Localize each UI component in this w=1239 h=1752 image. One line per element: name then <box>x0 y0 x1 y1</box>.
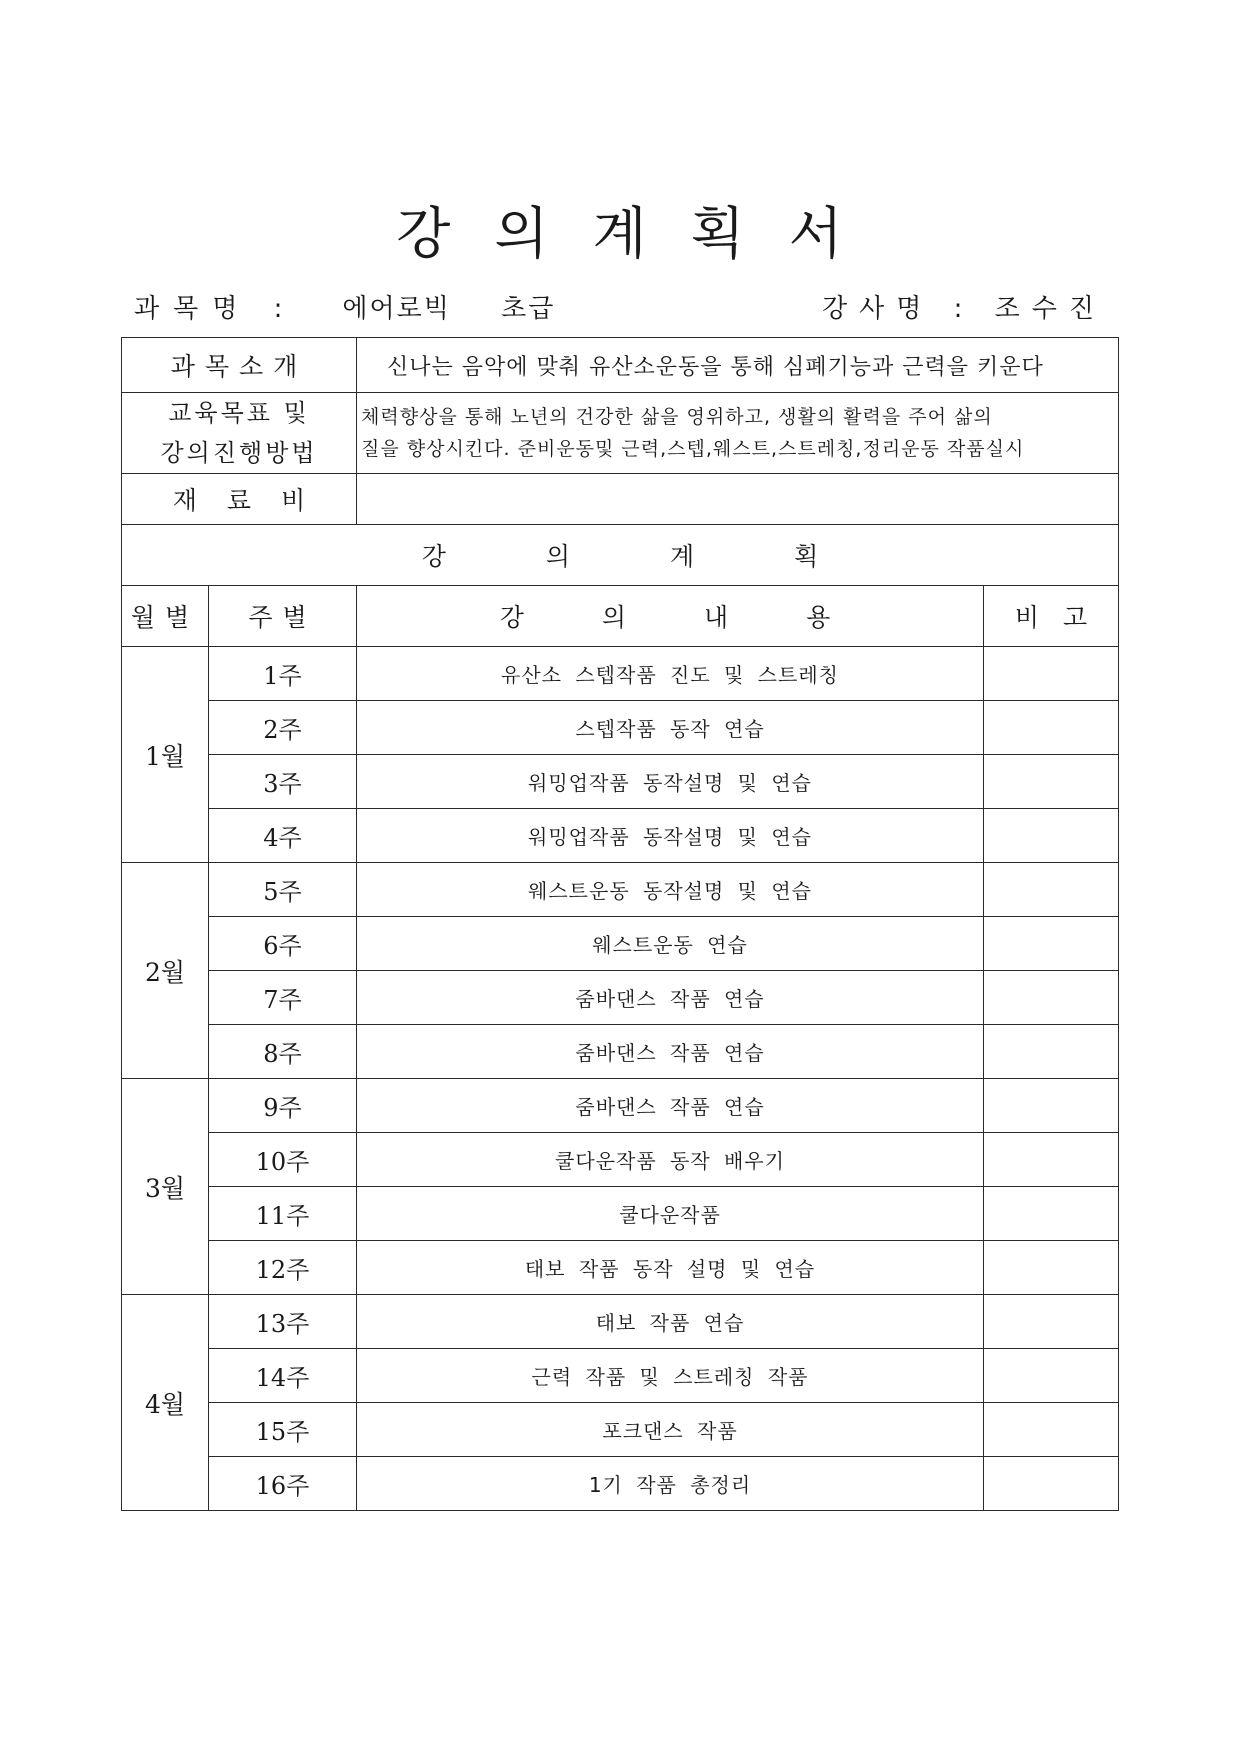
lecture-plan-table <box>121 337 1119 1511</box>
plan-title-char: 계 <box>670 542 695 571</box>
col-content-char: 용 <box>806 603 841 632</box>
col-month-header: 월별 <box>122 586 209 647</box>
table-row <box>122 1187 1119 1241</box>
week-cell: 6주 <box>209 917 357 971</box>
material-label: 재료비 <box>122 474 357 525</box>
week-cell: 13주 <box>209 1295 357 1349</box>
week-cell: 4주 <box>209 809 357 863</box>
week-cell: 3주 <box>209 755 357 809</box>
subject-label: 과목명 : <box>134 294 297 324</box>
content-cell: 줌바댄스 작품 연습 <box>357 1025 984 1079</box>
month-cell: 4월 <box>122 1295 209 1511</box>
note-cell <box>984 1241 1119 1295</box>
week-cell: 7주 <box>209 971 357 1025</box>
week-cell: 16주 <box>209 1457 357 1511</box>
note-cell <box>984 917 1119 971</box>
note-cell <box>984 1403 1119 1457</box>
note-cell <box>984 971 1119 1025</box>
content-cell: 유산소 스텝작품 진도 및 스트레칭 <box>357 647 984 701</box>
plan-title-char: 강 <box>421 542 446 571</box>
content-cell: 워밍업작품 동작설명 및 연습 <box>357 755 984 809</box>
week-cell: 2주 <box>209 701 357 755</box>
week-cell: 9주 <box>209 1079 357 1133</box>
content-cell: 줌바댄스 작품 연습 <box>357 1079 984 1133</box>
note-cell <box>984 1025 1119 1079</box>
note-cell <box>984 1187 1119 1241</box>
col-content-char: 의 <box>601 603 637 632</box>
content-cell: 태보 작품 연습 <box>357 1295 984 1349</box>
content-cell: 태보 작품 동작 설명 및 연습 <box>357 1241 984 1295</box>
table-row <box>122 1403 1119 1457</box>
table-row <box>122 701 1119 755</box>
week-cell: 11주 <box>209 1187 357 1241</box>
intro-row <box>122 338 1119 393</box>
goal-value <box>357 393 1119 474</box>
content-cell: 웨스트운동 연습 <box>357 917 984 971</box>
week-cell: 12주 <box>209 1241 357 1295</box>
note-cell <box>984 647 1119 701</box>
note-cell <box>984 1295 1119 1349</box>
content-cell: 쿨다운작품 <box>357 1187 984 1241</box>
table-row <box>122 1349 1119 1403</box>
col-week-header: 주별 <box>209 586 357 647</box>
document-title: 강의계획서 <box>396 202 887 267</box>
column-header-row <box>122 586 1119 647</box>
subject-line <box>134 288 555 325</box>
plan-title <box>122 525 1119 586</box>
col-note-header: 비고 <box>984 586 1119 647</box>
content-cell: 쿨다운작품 동작 배우기 <box>357 1133 984 1187</box>
plan-title-row <box>122 525 1119 586</box>
col-content-header <box>357 586 984 647</box>
plan-title-char: 획 <box>794 542 819 571</box>
week-cell: 15주 <box>209 1403 357 1457</box>
note-cell <box>984 863 1119 917</box>
goal-row <box>122 393 1119 474</box>
subject-value: 에어로빅 초급 <box>342 294 556 324</box>
note-cell <box>984 1079 1119 1133</box>
table-row <box>122 863 1119 917</box>
table-row <box>122 647 1119 701</box>
goal-value-line-2: 질을 향상시킨다. 준비운동및 근력,스텝,웨스트,스트레칭,정리운동 작품실시 <box>361 438 1025 460</box>
goal-label-line-2: 강의진행방법 <box>160 439 318 467</box>
table-row <box>122 809 1119 863</box>
material-row <box>122 474 1119 525</box>
week-cell: 14주 <box>209 1349 357 1403</box>
content-cell: 줌바댄스 작품 연습 <box>357 971 984 1025</box>
week-cell: 10주 <box>209 1133 357 1187</box>
col-content-char: 내 <box>704 603 739 632</box>
goal-label-line-1: 교육목표 및 <box>168 399 310 427</box>
week-cell: 1주 <box>209 647 357 701</box>
goal-label <box>122 393 357 474</box>
material-value <box>357 474 1119 525</box>
intro-label: 과목소개 <box>122 338 357 393</box>
month-cell: 1월 <box>122 647 209 863</box>
note-cell <box>984 1457 1119 1511</box>
week-cell: 5주 <box>209 863 357 917</box>
table-row <box>122 1079 1119 1133</box>
table-row <box>122 1133 1119 1187</box>
note-cell <box>984 1349 1119 1403</box>
content-cell: 1기 작품 총정리 <box>357 1457 984 1511</box>
instructor-line: 강사명 : 조수진 <box>822 294 1106 324</box>
table-row <box>122 755 1119 809</box>
content-cell: 근력 작품 및 스트레칭 작품 <box>357 1349 984 1403</box>
week-cell: 8주 <box>209 1025 357 1079</box>
goal-value-line-1: 체력향상을 통해 노년의 건강한 삶을 영위하고, 생활의 활력을 주어 삶의 <box>361 406 993 428</box>
note-cell <box>984 755 1119 809</box>
note-cell <box>984 1133 1119 1187</box>
content-cell: 포크댄스 작품 <box>357 1403 984 1457</box>
content-cell: 스텝작품 동작 연습 <box>357 701 984 755</box>
intro-value: 신나는 음악에 맞춰 유산소운동을 통해 심폐기능과 근력을 키운다 <box>357 338 1119 393</box>
plan-title-char: 의 <box>545 542 571 571</box>
table-row <box>122 1457 1119 1511</box>
content-cell: 웨스트운동 동작설명 및 연습 <box>357 863 984 917</box>
table-row <box>122 971 1119 1025</box>
table-row <box>122 1295 1119 1349</box>
table-row <box>122 917 1119 971</box>
month-cell: 3월 <box>122 1079 209 1295</box>
month-cell: 2월 <box>122 863 209 1079</box>
content-cell: 워밍업작품 동작설명 및 연습 <box>357 809 984 863</box>
table-row <box>122 1241 1119 1295</box>
note-cell <box>984 701 1119 755</box>
col-content-char: 강 <box>499 603 534 632</box>
table-row <box>122 1025 1119 1079</box>
note-cell <box>984 809 1119 863</box>
